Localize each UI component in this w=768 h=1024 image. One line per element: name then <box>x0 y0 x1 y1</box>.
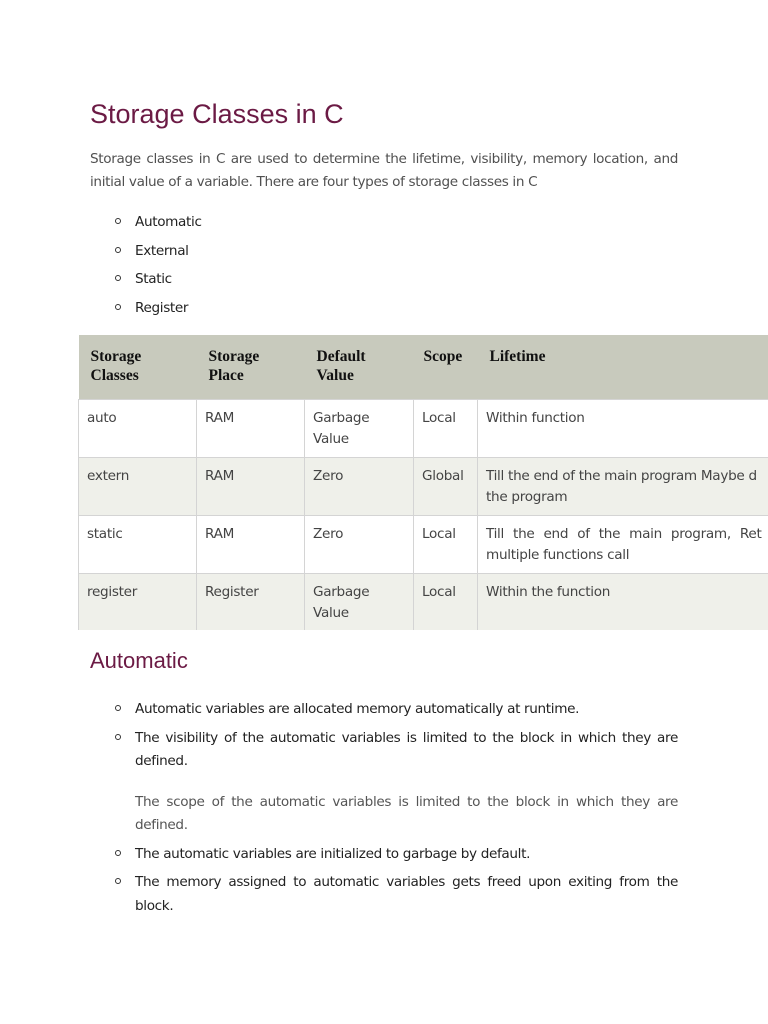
lifetime-text: Within function <box>486 410 585 426</box>
list-item-label: Static <box>135 271 172 287</box>
list-item-label: Automatic <box>135 214 202 230</box>
cell-default-value: Zero <box>305 516 414 574</box>
cell-storage-place: RAM <box>197 516 305 574</box>
circle-bullet-icon <box>115 850 121 856</box>
lifetime-text: Till the end of the main program, Ret <box>486 526 762 542</box>
cell-lifetime <box>478 574 768 631</box>
cell-default-value: Zero <box>305 458 414 516</box>
storage-types-list <box>90 211 690 325</box>
storage-table-container <box>78 335 768 630</box>
list-item <box>90 871 678 918</box>
table-header-row <box>79 335 768 400</box>
list-item-label: Register <box>135 299 189 316</box>
cell-storage-class: register <box>79 574 197 631</box>
list-item <box>90 211 690 240</box>
scope-note: The scope of the automatic variables is limited to the block in which they are defined. <box>135 793 678 833</box>
cell-storage-class: auto <box>79 400 197 458</box>
list-item <box>90 727 678 838</box>
circle-bullet-icon <box>115 878 121 884</box>
lifetime-text: Within the function <box>486 584 611 600</box>
list-item-text: The automatic variables are initialized to garbage by default. <box>135 845 531 862</box>
circle-bullet-icon <box>115 734 121 740</box>
header-lifetime: Lifetime <box>478 335 768 400</box>
circle-bullet-icon <box>115 218 121 224</box>
table-row <box>79 400 768 458</box>
list-item-label: External <box>135 242 189 259</box>
header-storage-place: Storage Place <box>197 335 305 400</box>
cell-lifetime <box>478 516 768 574</box>
table-row <box>79 458 768 516</box>
cell-lifetime <box>478 400 768 458</box>
lifetime-text: Till the end of the main program Maybe d <box>486 468 757 484</box>
cell-default-value: Garbage Value <box>305 400 414 458</box>
cell-scope: Global <box>414 458 478 516</box>
header-scope: Scope <box>414 335 478 400</box>
section-title-automatic: Automatic <box>90 648 188 673</box>
cell-storage-class: static <box>79 516 197 574</box>
page-title: Storage Classes in C <box>90 99 344 129</box>
list-item-text: Automatic variables are allocated memory automatically at runtime. <box>135 701 580 717</box>
automatic-points-list <box>90 698 678 923</box>
cell-scope: Local <box>414 400 478 458</box>
cell-lifetime <box>478 458 768 516</box>
circle-bullet-icon <box>115 304 121 310</box>
list-item <box>90 268 690 297</box>
header-default-value: Default Value <box>305 335 414 400</box>
cell-storage-class: extern <box>79 458 197 516</box>
cell-storage-place: RAM <box>197 400 305 458</box>
list-item-text: The memory assigned to automatic variables gets freed upon exiting from the block. <box>135 874 678 914</box>
list-item-text: The visibility of the automatic variables is limited to the block in which they are defined. <box>135 729 678 769</box>
table-row <box>79 516 768 574</box>
circle-bullet-icon <box>115 705 121 711</box>
lifetime-text-continued: the program <box>486 488 568 505</box>
list-item <box>90 240 690 269</box>
storage-classes-table <box>78 335 768 630</box>
cell-default-value: Garbage Value <box>305 574 414 631</box>
table-row <box>79 574 768 631</box>
list-item <box>90 698 678 722</box>
cell-storage-place: Register <box>197 574 305 631</box>
intro-paragraph: Storage classes in C are used to determine the lifetime, visibility, memory location, and initial value of a variable. There are four types of storage classes in C <box>90 151 678 190</box>
cell-storage-place: RAM <box>197 458 305 516</box>
circle-bullet-icon <box>115 275 121 281</box>
cell-scope: Local <box>414 516 478 574</box>
lifetime-text-continued: multiple functions call <box>486 546 630 563</box>
list-item <box>90 297 690 326</box>
cell-scope: Local <box>414 574 478 631</box>
list-item <box>90 843 678 867</box>
header-storage-classes: Storage Classes <box>79 335 197 400</box>
circle-bullet-icon <box>115 247 121 253</box>
